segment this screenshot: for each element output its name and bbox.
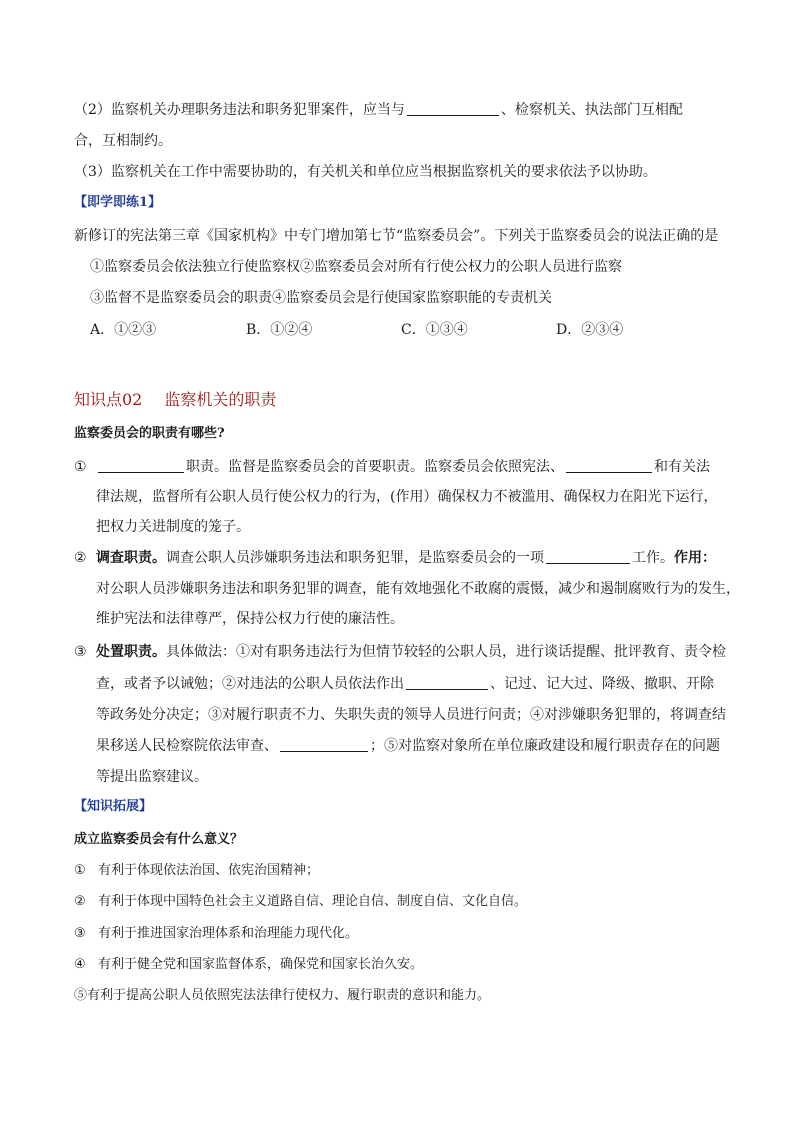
text: 作用： xyxy=(674,550,716,566)
duty-1-line-2: 律法规，监督所有公职人员行使公权力的行为，(作用）确保权力不被滥用、确保权力在阳光下运行， xyxy=(96,489,718,505)
duty-2-line-1 xyxy=(96,548,716,568)
extension-item-1: 有利于体现依法治国、依宪治国精神； xyxy=(98,863,320,878)
fill-blank xyxy=(566,458,652,473)
fill-blank xyxy=(98,458,184,473)
fill-blank xyxy=(407,101,499,116)
duty-3-line-5: 等提出监察建议。 xyxy=(96,769,208,785)
fill-blank xyxy=(546,549,630,564)
text: 查，或者予以诫勉；②对违法的公职人员依法作出 xyxy=(96,676,404,692)
paragraph-3: （3）监察机关在工作中需要协助的，有关机关和单位应当根据监察机关的要求依法予以协助。 xyxy=(74,164,657,180)
text: 、记过、记大过、降级、撤职、开除 xyxy=(490,676,714,692)
practice-question: 新修订的宪法第三章《国家机构》中专门增加第七节“监察委员会”。下列关于监察委员会的说法正确的是 xyxy=(74,228,719,244)
duty-3-line-4 xyxy=(96,736,720,756)
option-c: C．①③④ xyxy=(401,322,468,338)
duty-1-number: ① xyxy=(74,459,87,475)
paragraph-2-line-2: 合，互相制约。 xyxy=(74,133,172,149)
option-b: B．①②④ xyxy=(246,322,313,338)
duty-3-line-3: 等政务处分决定；③对履行职责不力、失职失责的领导人员进行问责；④对涉嫌职务犯罪的，将调查结 xyxy=(96,707,726,723)
text: 和有关法 xyxy=(654,459,710,475)
text: （2）监察机关办理职务违法和职务犯罪案件，应当与 xyxy=(74,102,405,118)
duty-1-line-3: 把权力关进制度的笼子。 xyxy=(96,519,250,535)
text: 调查公职人员涉嫌职务违法和职务犯罪，是监察委员会的一项 xyxy=(166,550,544,566)
text: 处置职责。 xyxy=(96,644,166,660)
fill-blank xyxy=(406,675,488,690)
section-number: 知识点02 xyxy=(74,390,143,409)
text: 职责。监督是监察委员会的首要职责。监察委员会依照宪法、 xyxy=(186,459,564,475)
fill-blank xyxy=(280,737,368,752)
section-title: 监察机关的职责 xyxy=(164,390,277,409)
text: 、检察机关、执法部门互相配 xyxy=(500,102,683,118)
text: 工作。 xyxy=(632,550,674,566)
duty-3-line-1 xyxy=(96,642,726,662)
extension-item-4-number: ④ xyxy=(74,957,86,972)
text: 果移送人民检察院依法审查、 xyxy=(96,738,278,754)
extension-question: 成立监察委员会有什么意义？ xyxy=(74,832,244,847)
extension-item-3: 有利于推进国家治理体系和治理能力现代化。 xyxy=(98,926,359,941)
paragraph-2-line-1 xyxy=(74,100,683,120)
extension-item-4: 有利于健全党和国家监督体系，确保党和国家长治久安。 xyxy=(98,957,424,972)
practice-label: 【即学即练1】 xyxy=(74,195,162,210)
text: ；⑤对监察对象所在单位廉政建设和履行职责存在的问题 xyxy=(370,738,720,754)
duty-3-number: ③ xyxy=(74,644,87,660)
duty-1-line-1 xyxy=(96,457,710,477)
section-heading xyxy=(74,387,276,410)
text: 调查职责。 xyxy=(96,550,166,566)
option-d: D．②③④ xyxy=(556,322,624,338)
extension-item-2: 有利于体现中国特色社会主义道路自信、理论自信、制度自信、文化自信。 xyxy=(98,894,528,909)
extension-item-5: ⑤有利于提高公职人员依照宪法法律行使权力、履行职责的意识和能力。 xyxy=(74,988,491,1003)
duties-question: 监察委员会的职责有哪些? xyxy=(74,426,225,441)
extension-item-3-number: ③ xyxy=(74,926,86,941)
duty-2-line-3: 维护宪法和法律尊严，保持公权力行使的廉洁性。 xyxy=(96,611,404,627)
duty-2-line-2: 对公职人员涉嫌职务违法和职务犯罪的调查，能有效地强化不敢腐的震慑，减少和遏制腐败行为的发生， xyxy=(96,581,740,597)
duty-3-line-2 xyxy=(96,674,714,694)
practice-statement-1: ①监察委员会依法独立行使监察权②监察委员会对所有行使公权力的公职人员进行监察 xyxy=(90,259,622,275)
duty-2-number: ② xyxy=(74,550,87,566)
option-a: A．①②③ xyxy=(90,322,157,338)
extension-item-2-number: ② xyxy=(74,894,86,909)
text: 具体做法：①对有职务违法行为但情节较轻的公职人员，进行谈话提醒、批评教育、责令检 xyxy=(166,644,726,660)
extension-item-1-number: ① xyxy=(74,863,86,878)
extension-label: 【知识拓展】 xyxy=(74,799,153,814)
practice-statement-2: ③监督不是监察委员会的职责④监察委员会是行使国家监察职能的专责机关 xyxy=(90,290,552,306)
